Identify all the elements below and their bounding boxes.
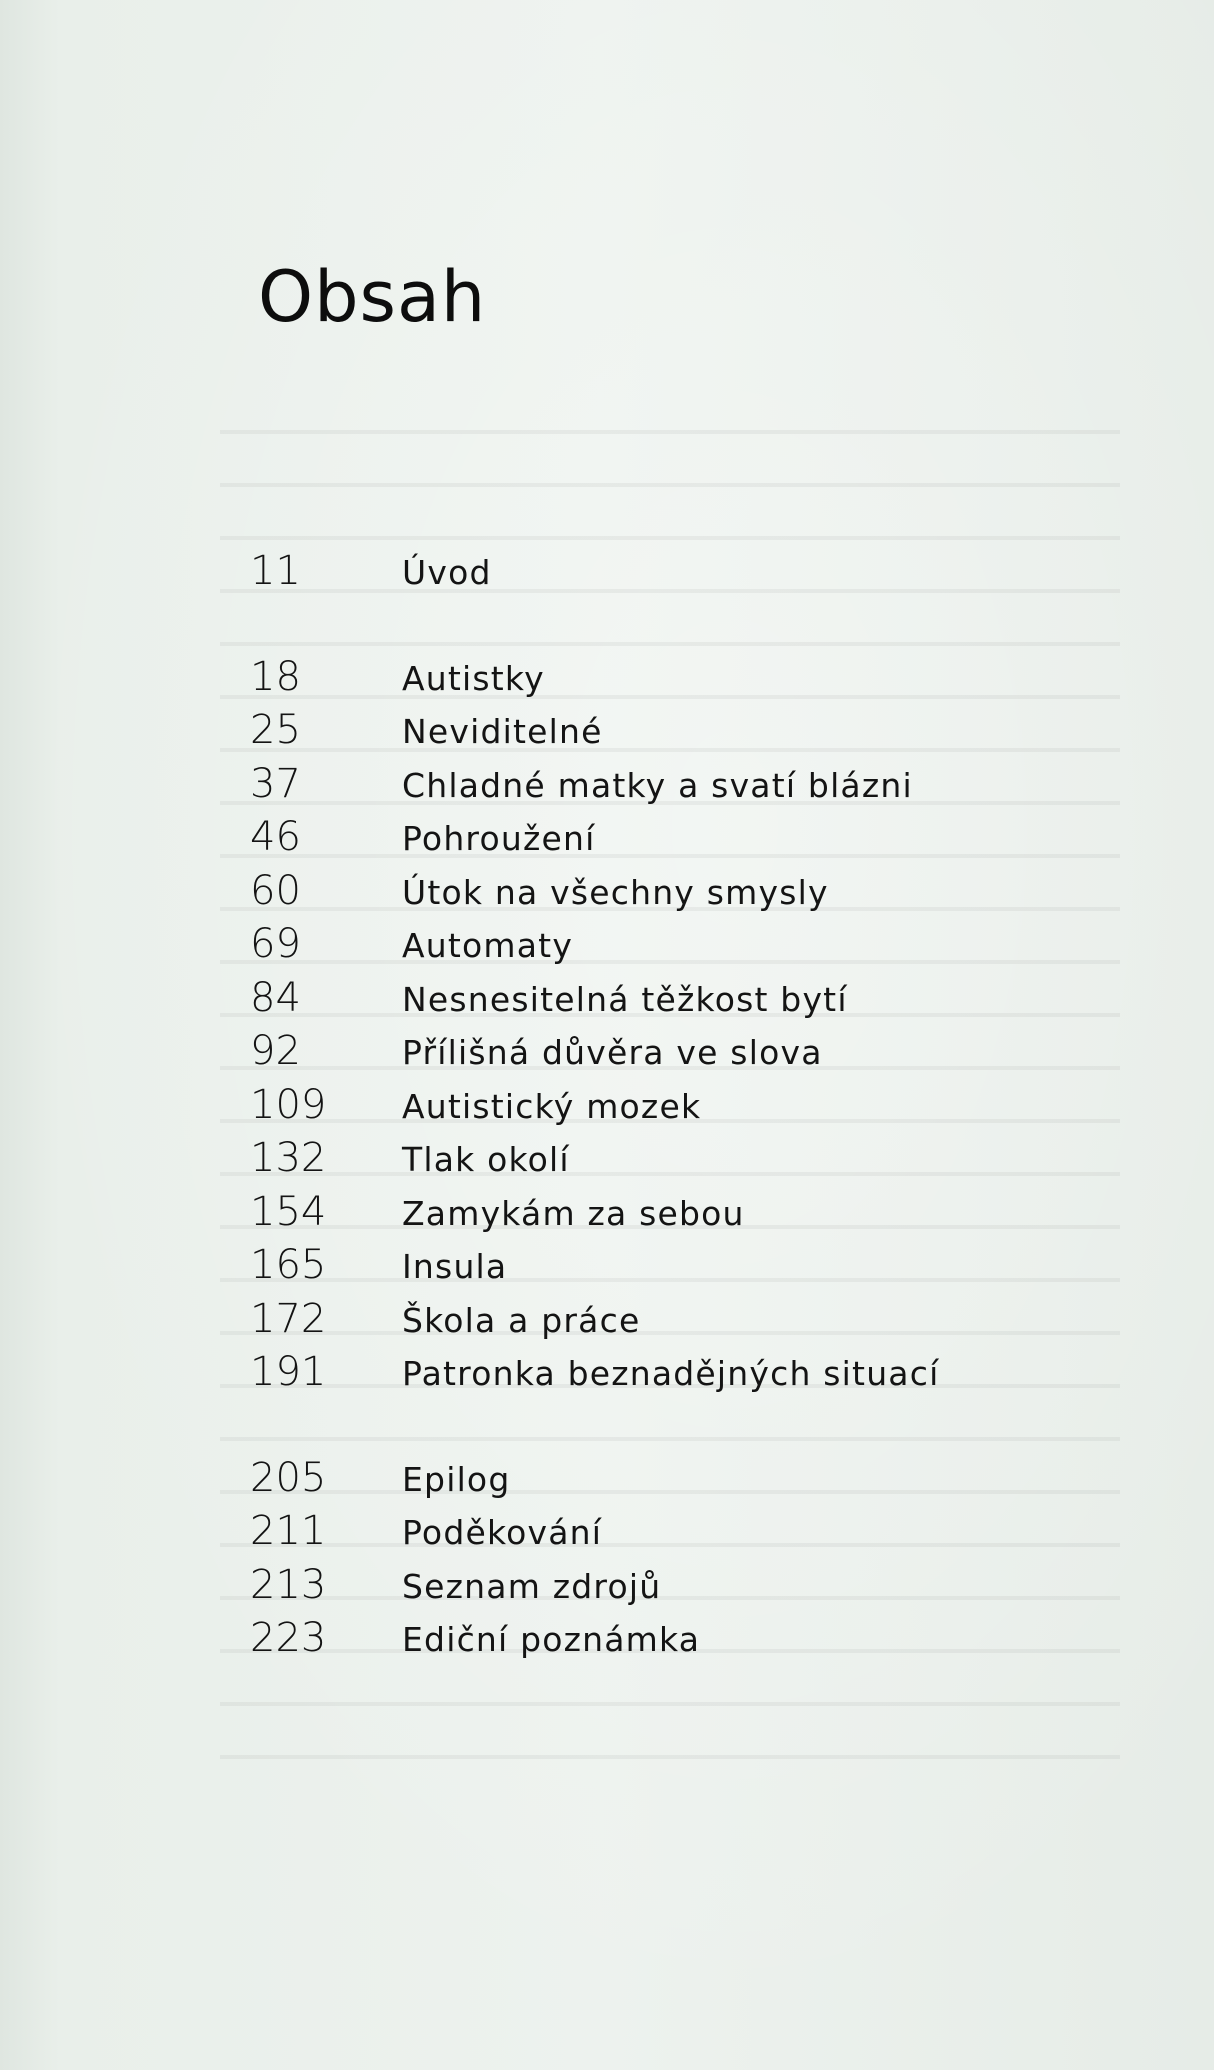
toc-page-number: 132 xyxy=(250,1135,327,1181)
toc-chapter-title: Úvod xyxy=(402,553,492,592)
toc-chapter-title: Neviditelné xyxy=(402,712,603,751)
toc-chapter-title: Automaty xyxy=(402,926,574,965)
toc-entry xyxy=(250,1082,1130,1136)
toc-page-number: 154 xyxy=(250,1188,327,1235)
toc-page-number: 25 xyxy=(250,707,301,753)
toc-chapter-title: Škola a práce xyxy=(402,1300,641,1340)
toc-chapter-title: Nesnesitelná těžkost bytí xyxy=(402,979,848,1019)
toc-chapter-title: Pohroužení xyxy=(402,819,596,858)
toc-chapter-title: Útok na všechny smysly xyxy=(402,872,829,912)
toc-page-number: 60 xyxy=(250,867,301,914)
toc-entry xyxy=(250,1562,1130,1616)
toc-entry xyxy=(250,921,1130,975)
toc-chapter-title: Autistky xyxy=(402,658,545,698)
toc-page-number: 46 xyxy=(250,814,301,860)
toc-page-number: 165 xyxy=(250,1242,327,1288)
toc-chapter-title: Ediční poznámka xyxy=(402,1620,701,1659)
toc-chapter-title: Chladné matky a svatí blázni xyxy=(402,765,913,805)
toc-entry xyxy=(250,1349,1130,1403)
toc-chapter-title: Zamykám za sebou xyxy=(402,1193,745,1233)
toc-page-number: 92 xyxy=(250,1028,301,1074)
toc-page-number: 191 xyxy=(250,1349,327,1395)
toc-entry xyxy=(250,1508,1130,1562)
toc-entry xyxy=(250,1135,1130,1189)
toc-page-number: 18 xyxy=(250,653,301,700)
toc-page-number: 109 xyxy=(250,1081,327,1128)
toc-page-number: 223 xyxy=(250,1615,327,1661)
toc-entry xyxy=(250,654,1130,708)
toc-chapter-title: Epilog xyxy=(402,1459,511,1499)
toc-entry xyxy=(250,1615,1130,1669)
toc-chapter-title: Patronka beznadějných situací xyxy=(402,1354,940,1393)
toc-chapter-title: Autistický mozek xyxy=(402,1086,702,1126)
toc-entry xyxy=(250,814,1130,868)
toc-page-number: 213 xyxy=(250,1561,327,1608)
toc-page-number: 211 xyxy=(250,1508,327,1554)
toc-entry xyxy=(250,1455,1130,1509)
page-title: Obsah xyxy=(258,256,487,338)
toc-page-number: 84 xyxy=(250,974,301,1021)
toc-page-number: 69 xyxy=(250,921,301,967)
toc-chapter-title: Přílišná důvěra ve slova xyxy=(402,1033,823,1072)
toc-page-number: 11 xyxy=(250,548,301,594)
toc-entry xyxy=(250,975,1130,1029)
toc-page-number: 37 xyxy=(250,760,301,807)
toc-page-number: 172 xyxy=(250,1295,327,1342)
toc-chapter-title: Insula xyxy=(402,1247,508,1286)
toc-entry xyxy=(250,548,1130,602)
toc-entry xyxy=(250,1242,1130,1296)
toc-entry xyxy=(250,1028,1130,1082)
toc-chapter-title: Tlak okolí xyxy=(402,1140,570,1179)
toc-entry xyxy=(250,868,1130,922)
toc-chapter-title: Seznam zdrojů xyxy=(402,1566,662,1606)
toc-entry xyxy=(250,707,1130,761)
table-of-contents xyxy=(250,548,1130,1669)
toc-page-number: 205 xyxy=(250,1454,327,1501)
toc-entry xyxy=(250,761,1130,815)
toc-entry xyxy=(250,1189,1130,1243)
toc-chapter-title: Poděkování xyxy=(402,1513,603,1552)
toc-entry xyxy=(250,1296,1130,1350)
